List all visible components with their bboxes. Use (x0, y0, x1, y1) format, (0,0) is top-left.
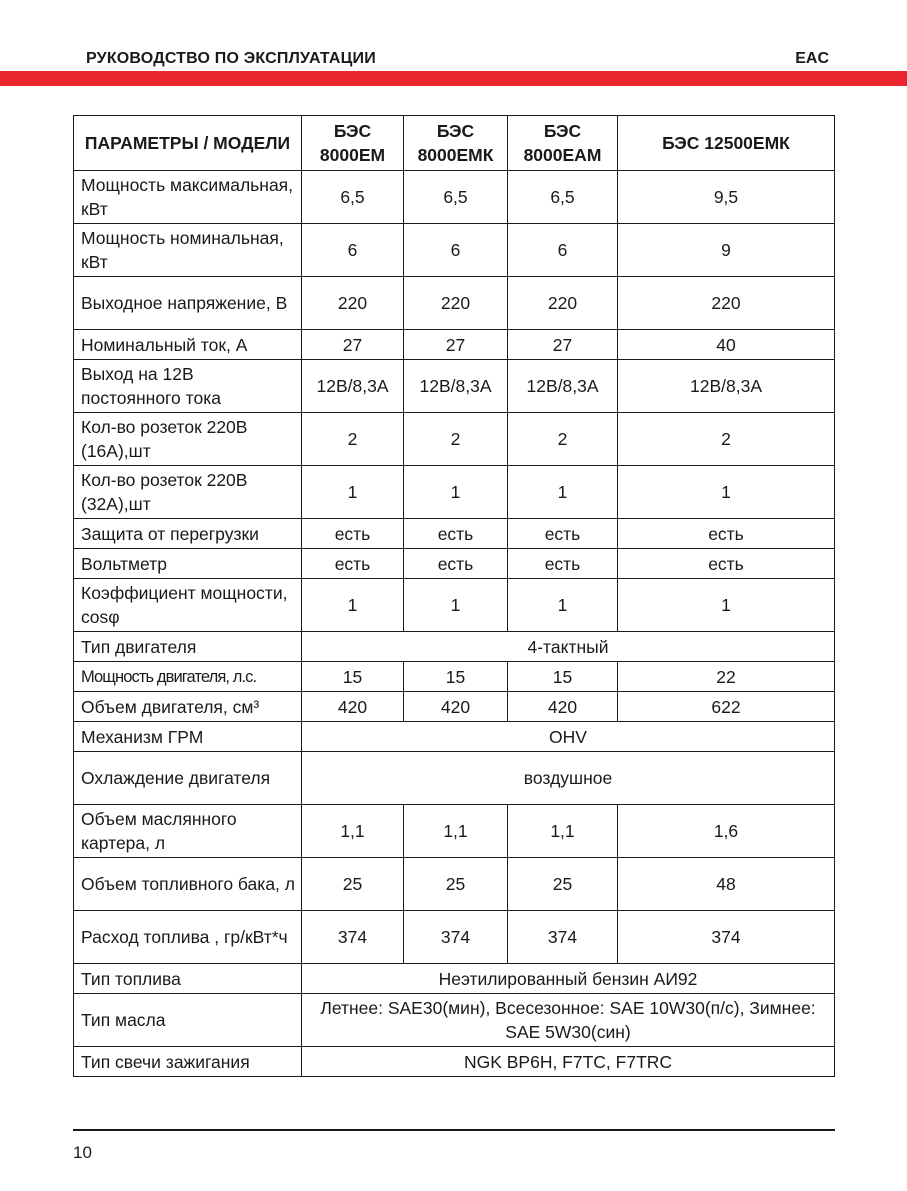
cell-value: 12В/8,3А (302, 360, 404, 413)
cell-value: 1,1 (302, 805, 404, 858)
cell-value: есть (404, 519, 508, 549)
row-label: Расход топлива , гр/кВт*ч (74, 911, 302, 964)
header-model-8000emk: БЭС 8000ЕМК (404, 116, 508, 171)
table-row (74, 466, 835, 519)
cell-value: есть (618, 549, 835, 579)
table-row (74, 662, 835, 692)
cell-value: 374 (508, 911, 618, 964)
cell-value: 12В/8,3А (404, 360, 508, 413)
table-row (74, 994, 835, 1047)
eac-mark: EAC (795, 50, 829, 67)
header-model-8000eam: БЭС 8000ЕАМ (508, 116, 618, 171)
table-row (74, 224, 835, 277)
cell-value: 40 (618, 330, 835, 360)
cell-value: 1,1 (508, 805, 618, 858)
row-label: Объем маслянного картера, л (74, 805, 302, 858)
merged-value: воздушное (302, 752, 835, 805)
cell-value: есть (302, 549, 404, 579)
table-row (74, 579, 835, 632)
cell-value: 1 (618, 579, 835, 632)
cell-value: 374 (618, 911, 835, 964)
table-row (74, 632, 835, 662)
cell-value: 6,5 (508, 171, 618, 224)
row-label: Тип топлива (74, 964, 302, 994)
footer-divider (73, 1129, 835, 1131)
table-row (74, 413, 835, 466)
row-label: Механизм ГРМ (74, 722, 302, 752)
cell-value: 6 (508, 224, 618, 277)
row-label: Кол-во розеток 220В (32А),шт (74, 466, 302, 519)
cell-value: 2 (508, 413, 618, 466)
table-row (74, 171, 835, 224)
cell-value: 220 (508, 277, 618, 330)
row-label: Объем двигателя, см³ (74, 692, 302, 722)
cell-value: 1 (404, 579, 508, 632)
cell-value: 9 (618, 224, 835, 277)
cell-value: 6 (302, 224, 404, 277)
table-row (74, 858, 835, 911)
cell-value: 6,5 (404, 171, 508, 224)
row-label: Объем топливного бака, л (74, 858, 302, 911)
row-label: Коэффициент мощности, cosφ (74, 579, 302, 632)
merged-value: Неэтилированный бензин АИ92 (302, 964, 835, 994)
cell-value: 420 (302, 692, 404, 722)
row-label: Вольтметр (74, 549, 302, 579)
cell-value: 12В/8,3А (618, 360, 835, 413)
cell-value: 6 (404, 224, 508, 277)
row-label: Тип двигателя (74, 632, 302, 662)
table-row (74, 692, 835, 722)
cell-value: 1 (302, 466, 404, 519)
merged-value: Летнее: SAE30(мин), Всесезонное: SAE 10W30(п/с), Зимнее: SAE 5W30(син) (302, 994, 835, 1047)
cell-value: 48 (618, 858, 835, 911)
cell-value: есть (508, 549, 618, 579)
cell-value: 2 (404, 413, 508, 466)
cell-value: 1,6 (618, 805, 835, 858)
row-label: Кол-во розеток 220В (16А),шт (74, 413, 302, 466)
row-label: Мощность максимальная, кВт (74, 171, 302, 224)
specifications-table (73, 115, 835, 1077)
cell-value: 25 (302, 858, 404, 911)
cell-value: 420 (404, 692, 508, 722)
cell-value: 15 (508, 662, 618, 692)
cell-value: 2 (618, 413, 835, 466)
cell-value: 25 (404, 858, 508, 911)
cell-value: 15 (404, 662, 508, 692)
row-label: Охлаждение двигателя (74, 752, 302, 805)
cell-value: 220 (302, 277, 404, 330)
cell-value: 1 (508, 466, 618, 519)
table-row (74, 1047, 835, 1077)
table-row (74, 549, 835, 579)
table-row (74, 911, 835, 964)
cell-value: 15 (302, 662, 404, 692)
cell-value: 1 (404, 466, 508, 519)
merged-value: NGK BP6H, F7TC, F7TRC (302, 1047, 835, 1077)
cell-value: 9,5 (618, 171, 835, 224)
row-label: Выходное напряжение, В (74, 277, 302, 330)
cell-value: 2 (302, 413, 404, 466)
cell-value: 27 (404, 330, 508, 360)
table-row (74, 752, 835, 805)
cell-value: 22 (618, 662, 835, 692)
row-label: Номинальный ток, А (74, 330, 302, 360)
cell-value: 27 (508, 330, 618, 360)
merged-value: OHV (302, 722, 835, 752)
row-label: Тип свечи зажигания (74, 1047, 302, 1077)
table-row (74, 330, 835, 360)
cell-value: есть (404, 549, 508, 579)
cell-value: 1 (618, 466, 835, 519)
cell-value: есть (302, 519, 404, 549)
row-label: Выход на 12В постоянного тока (74, 360, 302, 413)
table-header-row (74, 116, 835, 171)
row-label: Мощность двигателя, л.с. (74, 662, 302, 692)
cell-value: 6,5 (302, 171, 404, 224)
cell-value: есть (618, 519, 835, 549)
cell-value: 1 (508, 579, 618, 632)
header-model-8000em: БЭС 8000ЕМ (302, 116, 404, 171)
cell-value: 374 (404, 911, 508, 964)
cell-value: 220 (618, 277, 835, 330)
cell-value: 1 (302, 579, 404, 632)
cell-value: 220 (404, 277, 508, 330)
table-row (74, 722, 835, 752)
row-label: Мощность номинальная, кВт (74, 224, 302, 277)
page-number: 10 (73, 1143, 92, 1162)
cell-value: 622 (618, 692, 835, 722)
row-label: Тип масла (74, 994, 302, 1047)
cell-value: 420 (508, 692, 618, 722)
table-row (74, 519, 835, 549)
header-parameters: ПАРАМЕТРЫ / МОДЕЛИ (74, 116, 302, 171)
cell-value: 374 (302, 911, 404, 964)
cell-value: есть (508, 519, 618, 549)
header-red-bar (0, 71, 907, 86)
table-row (74, 277, 835, 330)
document-title: РУКОВОДСТВО ПО ЭКСПЛУАТАЦИИ (86, 50, 376, 67)
table-row (74, 360, 835, 413)
row-label: Защита от перегрузки (74, 519, 302, 549)
table-row (74, 964, 835, 994)
merged-value: 4-тактный (302, 632, 835, 662)
header-model-12500emk: БЭС 12500ЕМК (618, 116, 835, 171)
cell-value: 1,1 (404, 805, 508, 858)
cell-value: 27 (302, 330, 404, 360)
cell-value: 12В/8,3А (508, 360, 618, 413)
cell-value: 25 (508, 858, 618, 911)
table-row (74, 805, 835, 858)
